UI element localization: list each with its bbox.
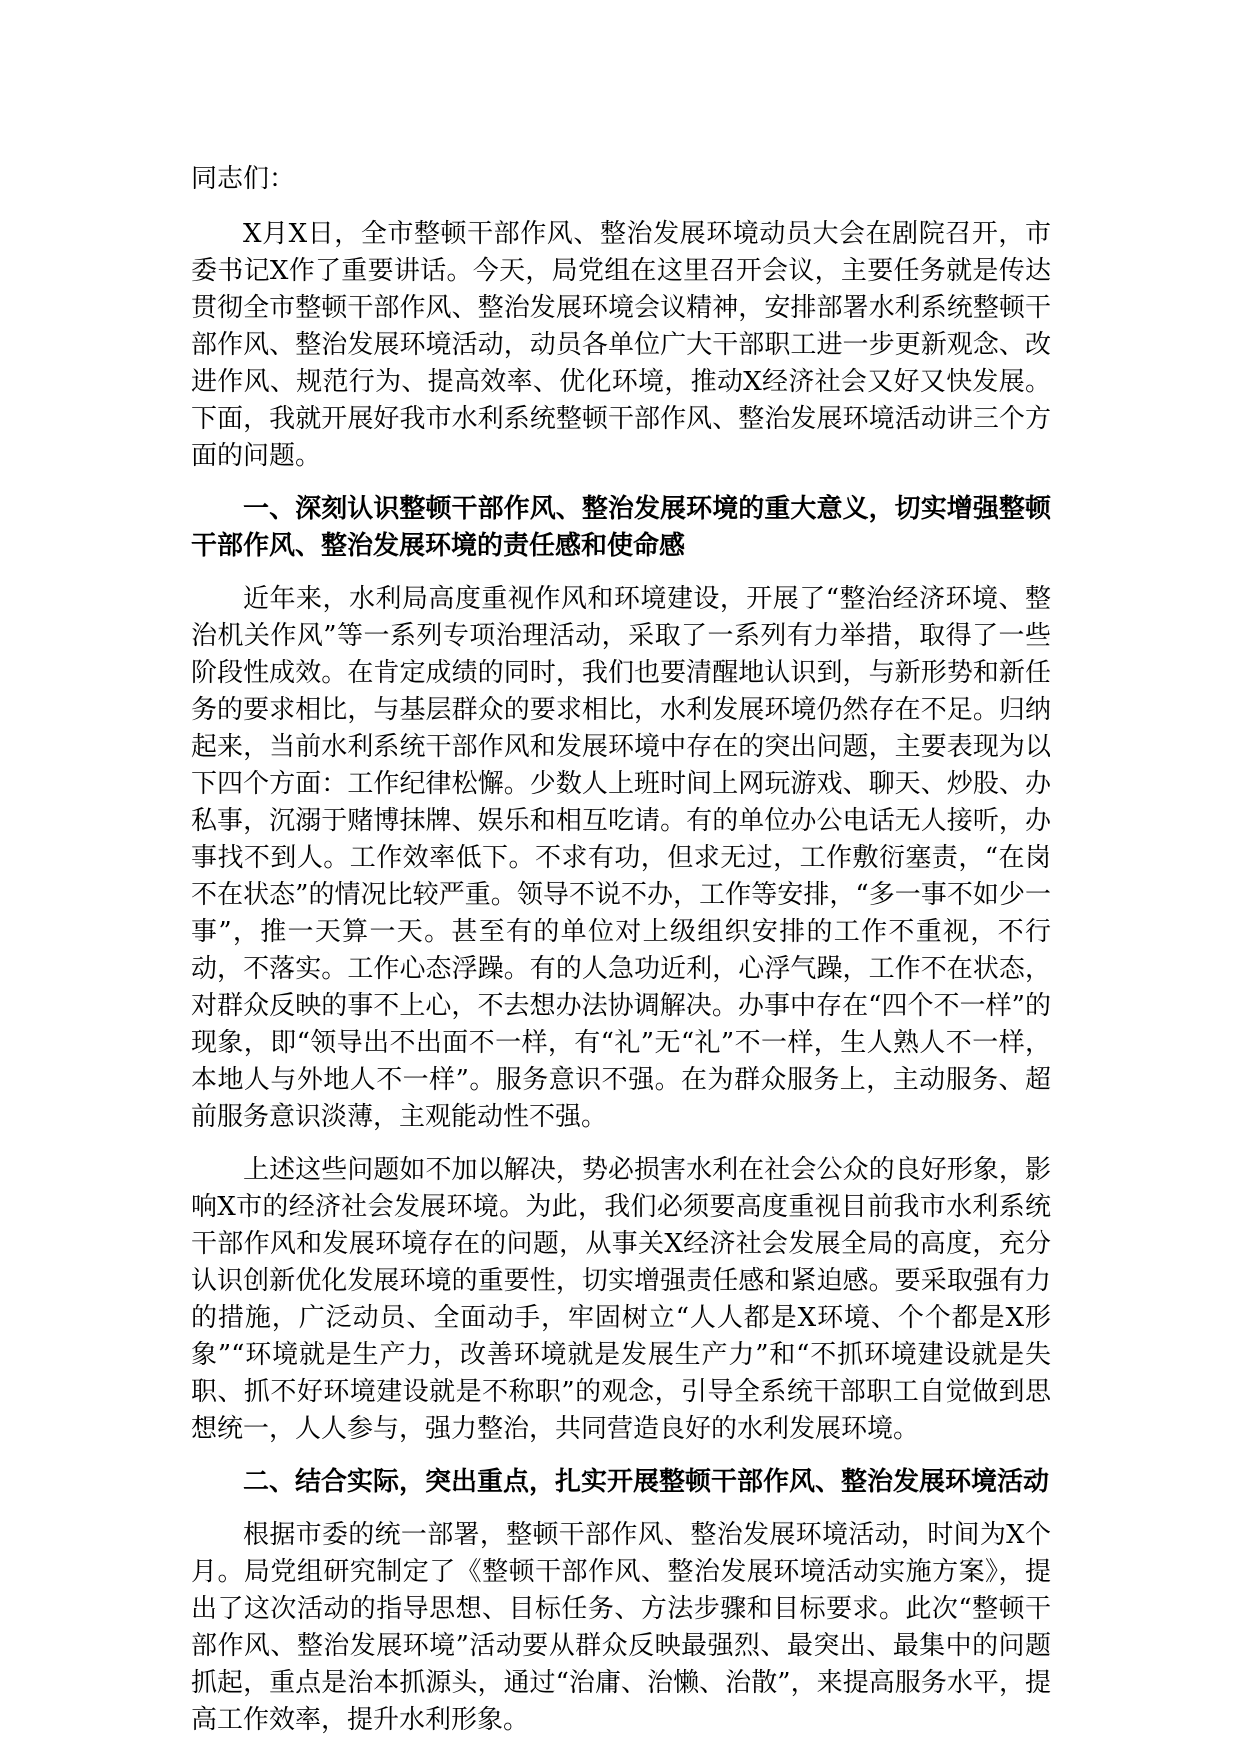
- paragraph-deployment: 根据市委的统一部署，整顿干部作风、整治发展环境活动，时间为X个月。局党组研究制定了《整顿干部作风、整治发展环境活动实施方案》，提出了这次活动的指导思想、目标任务、方法步骤和目标要求。此次“整顿干部作风、整治发展环境”活动要从群众反映最强烈、最突出、最集中的问题抓起，重点是治本抓源头，通过“治庸、治懒、治散”，来提高服务水平，提高工作效率，提升水利形象。: [191, 1520, 1051, 1735]
- section-heading-2: 二、结合实际，突出重点，扎实开展整顿干部作风、整治发展环境活动: [243, 1467, 1050, 1497]
- paragraph-consequences: 上述这些问题如不加以解决，势必损害水利在社会公众的良好形象，影响X市的经济社会发展环境。为此，我们必须要高度重视目前我市水利系统干部作风和发展环境存在的问题，从事关X经济社会发展全局的高度，充分认识创新优化发展环境的重要性，切实增强责任感和紧迫感。要采取强有力的措施，广泛动员、全面动手，牢固树立“人人都是X环境、个个都是X形象”“环境就是生产力，改善环境就是发展生产力”和“不抓环境建设就是失职、抓不好环境建设就是不称职”的观念，引导全系统干部职工自觉做到思想统一，人人参与，强力整治，共同营造良好的水利发展环境。: [191, 1155, 1051, 1444]
- document-body: [191, 161, 1051, 1755]
- paragraph-intro: X月X日，全市整顿干部作风、整治发展环境动员大会在剧院召开，市委书记X作了重要讲话。今天，局党组在这里召开会议，主要任务就是传达贯彻全市整顿干部作风、整治发展环境会议精神，安排部署水利系统整顿干部作风、整治发展环境活动，动员各单位广大干部职工进一步更新观念、改进作风、规范行为、提高效率、优化环境，推动X经济社会又好又快发展。下面，我就开展好我市水利系统整顿干部作风、整治发展环境活动讲三个方面的问题。: [191, 219, 1051, 471]
- paragraph-problems: 近年来，水利局高度重视作风和环境建设，开展了“整治经济环境、整治机关作风”等一系列专项治理活动，采取了一系列有力举措，取得了一些阶段性成效。在肯定成绩的同时，我们也要清醒地认识到，与新形势和新任务的要求相比，与基层群众的要求相比，水利发展环境仍然存在不足。归纳起来，当前水利系统干部作风和发展环境中存在的突出问题，主要表现为以下四个方面：工作纪律松懈。少数人上班时间上网玩游戏、聊天、炒股、办私事，沉溺于赌博抹牌、娱乐和相互吃请。有的单位办公电话无人接听，办事找不到人。工作效率低下。不求有功，但求无过，工作敷衍塞责，“在岗不在状态”的情况比较严重。领导不说不办，工作等安排，“多一事不如少一事”，推一天算一天。甚至有的单位对上级组织安排的工作不重视，不行动，不落实。工作心态浮躁。有的人急功近利，心浮气躁，工作不在状态，对群众反映的事不上心，不去想办法协调解决。办事中存在“四个不一样”的现象，即“领导出不出面不一样，有“礼”无“礼”不一样，生人熟人不一样，本地人与外地人不一样”。服务意识不强。在为群众服务上，主动服务、超前服务意识淡薄，主观能动性不强。: [191, 584, 1051, 1132]
- section-heading-1: 一、深刻认识整顿干部作风、整治发展环境的重大意义，切实增强整顿干部作风、整治发展环境的责任感和使命感: [191, 494, 1051, 561]
- salutation: 同志们：: [191, 164, 296, 194]
